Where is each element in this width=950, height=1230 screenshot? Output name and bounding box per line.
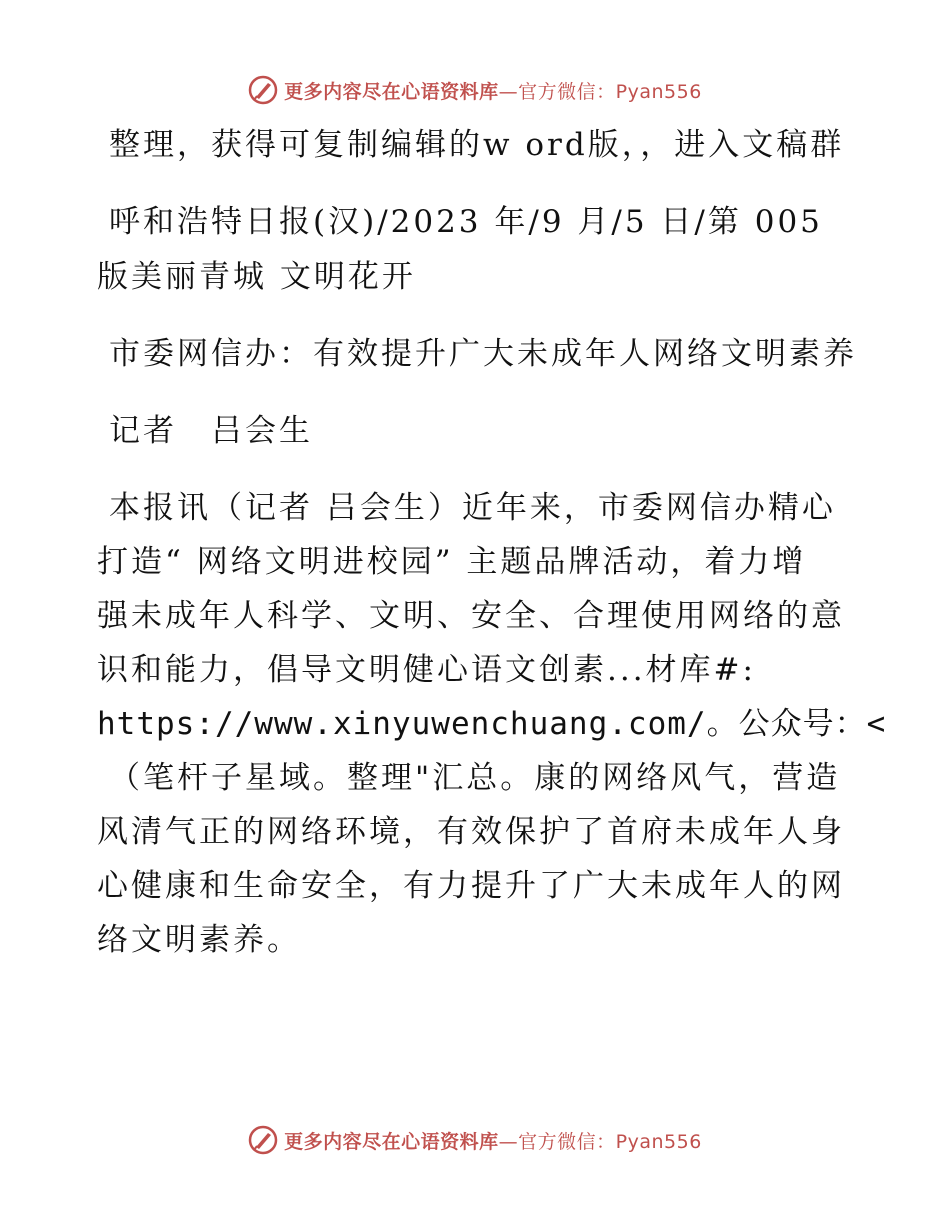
article-title: 市委网信办：有效提升广大未成年人网络文明素养 — [109, 336, 857, 372]
quill-pen-logo-icon — [248, 1125, 278, 1155]
article-body — [97, 481, 887, 967]
body-line: 强未成年人科学、文明、安全、合理使用网络的意 — [97, 598, 845, 634]
reporter-line: 记者 吕会生 — [109, 413, 313, 449]
body-line: 识和能力，倡导文明健心语文创素...材库#: — [97, 652, 756, 688]
body-line: 心健康和生命安全，有力提升了广大未成年人的网 — [97, 868, 845, 904]
banner-wechat-text: —官方微信：Pyan556 — [498, 1130, 702, 1153]
body-line: （笔杆子星域。整理"汇总。康的网络风气，营造 — [109, 760, 841, 796]
banner-wechat-text: —官方微信：Pyan556 — [498, 80, 702, 103]
body-line-url: https://www.xinyuwenchuang.com/。公众号：< — [97, 706, 887, 742]
banner-lead-text: 更多内容尽在心语资料库 — [284, 80, 499, 103]
document-body — [97, 118, 887, 967]
intro-paragraph: 整理，获得可复制编辑的w ord版，，进入文稿群 — [109, 127, 845, 163]
body-line: 络文明素养。 — [97, 922, 301, 958]
banner-text — [284, 77, 702, 104]
banner-text — [284, 1127, 702, 1154]
footer-banner — [0, 1120, 950, 1160]
body-line: 风清气正的网络环境，有效保护了首府未成年人身 — [97, 814, 845, 850]
source-line: 呼和浩特日报(汉)/2023 年/9 月/5 日/第 005 版美丽青城 文明花开 — [97, 204, 823, 295]
banner-lead-text: 更多内容尽在心语资料库 — [284, 1130, 499, 1153]
body-line: 打造“ 网络文明进校园” 主题品牌活动，着力增 — [97, 544, 807, 580]
header-banner — [0, 70, 950, 110]
quill-pen-logo-icon — [248, 75, 278, 105]
body-line: 本报讯（记者 吕会生）近年来，市委网信办精心 — [109, 490, 836, 526]
